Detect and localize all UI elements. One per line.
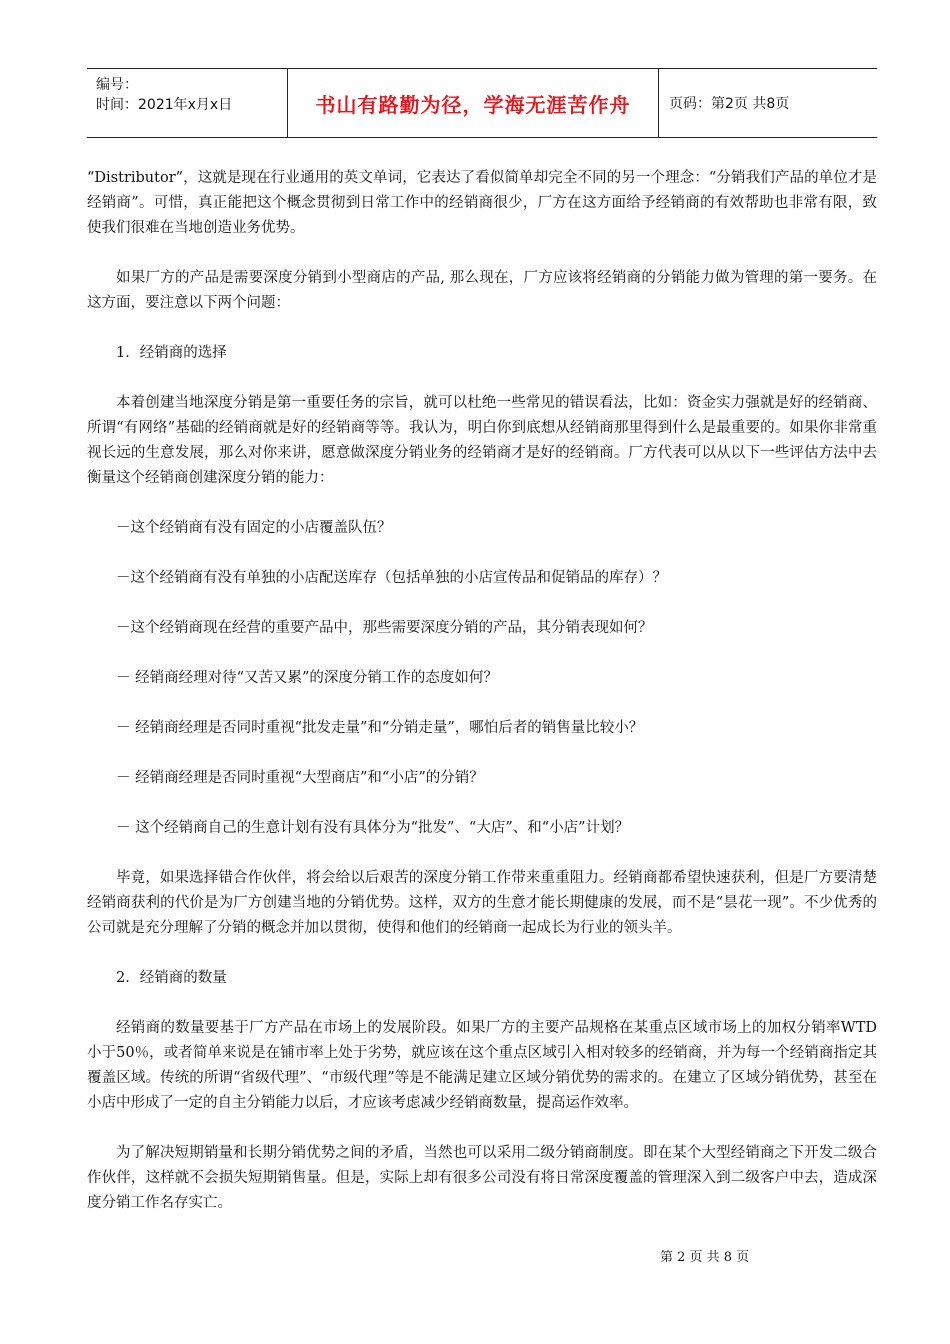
paragraph: 本着创建当地深度分销是第一重要任务的宗旨，就可以杜绝一些常见的错误看法，比如：资金实力强就是好的经销商、所谓“有网络”基础的经销商就是好的经销商等等。我认为，明白你到底想从经销商那里得到什么是最重要的。如果你非常重视长远的生意发展，那么对你来讲，愿意做深度分销业务的经销商才是好的经销商。厂方代表可以从以下一些评估方法中去衡量这个经销商创建深度分销的能力： [87,395,877,486]
number-label: 编号： [96,77,138,93]
section-heading: 1．经销商的选择 [116,345,227,361]
paragraph: “Distributor”，这就是现在行业通用的英文单词，它表达了看似简单却完全不同的另一个理念：“分销我们产品的单位才是经销商”。可惜，真正能把这个概念贯彻到日常工作中的经销商很少，厂方在这方面给予经销商的有效帮助也非常有限，致使我们很难在当地创造业务优势。 [87,170,877,236]
paragraph: 为了解决短期销量和长期分销优势之间的矛盾，当然也可以采用二级分销商制度。即在某个大型经销商之下开发二级合作伙伴，这样就不会损失短期销售量。但是，实际上却有很多公司没有将日常深度覆盖的管理深入到二级客户中去，造成深度分销工作名存实亡。 [87,1145,877,1211]
paragraph: 如果厂方的产品是需要深度分销到小型商店的产品, 那么现在，厂方应该将经销商的分销能力做为管理的第一要务。在这方面，要注意以下两个问题： [87,270,877,311]
header-page-info [659,69,877,137]
list-item: － 经销商经理是否同时重视“大型商店”和“小店”的分销？ [116,770,484,786]
paragraph: 毕竟，如果选择错合作伙伴，将会给以后艰苦的深度分销工作带来重重阻力。经销商都希望快速获利，但是厂方要清楚经销商获利的代价是为厂方创建当地的分销优势。这样，双方的生意才能长期健康的发展，而不是“昙花一现”。不少优秀的公司就是充分理解了分销的概念并加以贯彻，使得和他们的经销商一起成长为行业的领头羊。 [87,870,877,936]
document-body [87,166,877,1241]
list-item: － 这个经销商自己的生意计划有没有具体分为“批发”、“大店”、和“小店”计划？ [116,820,630,836]
header-meta [87,69,287,137]
paragraph: 经销商的数量要基于厂方产品在市场上的发展阶段。如果厂方的主要产品规格在某重点区域市场上的加权分销率WTD小于50％，或者简单来说是在铺市率上处于劣势，就应该在这个重点区域引入相对较多的经销商，并为每一个经销商指定其覆盖区域。传统的所谓“省级代理”、“市级代理”等是不能满足建立区域分销优势的需求的。在建立了区域分销优势，甚至在小店中形成了一定的自主分销能力以后，才应该考虑减少经销商数量，提高运作效率。 [87,1020,877,1111]
list-item: －这个经销商有没有固定的小店覆盖队伍？ [116,520,392,536]
page-header [87,68,877,138]
page-info-text: 页码：第2页 共8页 [669,96,790,112]
section-heading: 2．经销商的数量 [116,970,227,986]
list-item: － 经销商经理是否同时重视“批发走量”和“分销走量”，哪怕后者的销售量比较小？ [116,720,644,736]
page-footer [660,1246,749,1265]
list-item: － 经销商经理对待“又苦又累”的深度分销工作的态度如何？ [116,670,498,686]
list-item: －这个经销商现在经营的重要产品中，那些需要深度分销的产品，其分销表现如何？ [116,620,653,636]
list-item: －这个经销商有没有单独的小店配送库存（包括单独的小店宣传品和促销品的库存）？ [116,570,667,586]
time-label: 时间：2021年x月x日 [96,97,233,113]
motto-text: 书山有路勤为径，学海无涯苦作舟 [315,92,631,117]
header-motto-cell [287,69,659,137]
footer-page-number: 第 2 页 共 8 页 [660,1250,750,1265]
